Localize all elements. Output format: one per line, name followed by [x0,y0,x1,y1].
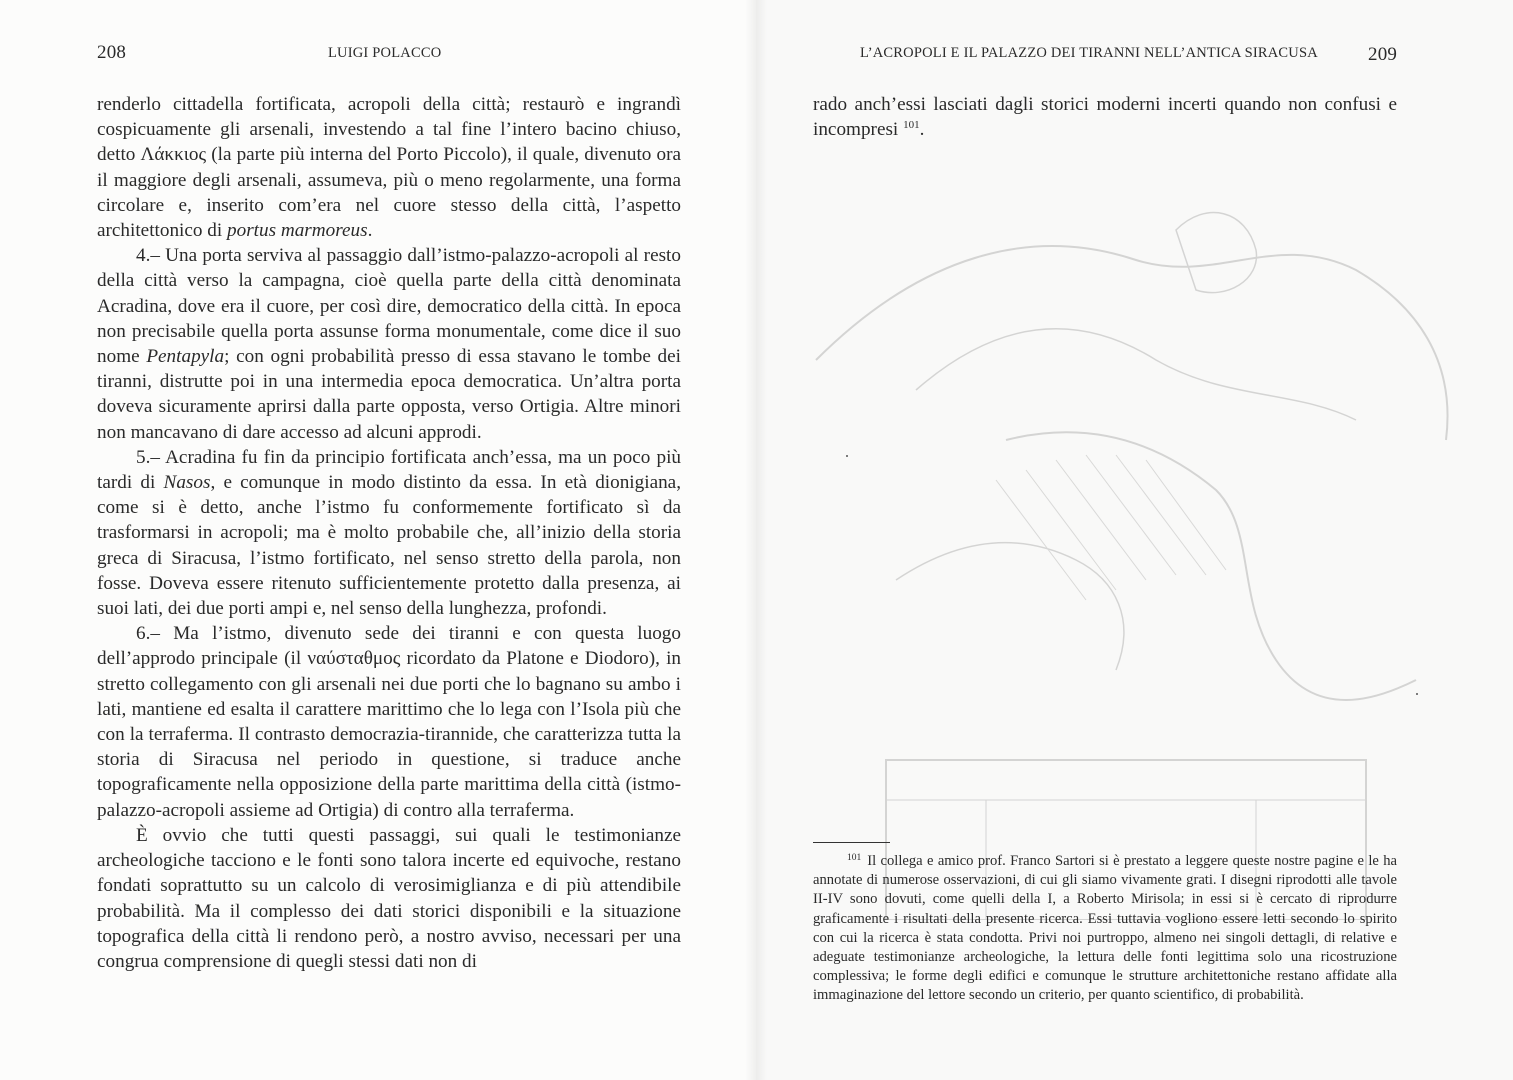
text-run: ricordato da Platone e Diodoro), in stretto collegamento con gli arsenali nei due porti che lo bagnano su ambo i lati, mantiene ed esalta il carattere marittimo che lo lega con l’Isola più che con la terraferma. Il contrasto democrazia-tirannide, che caratterizza tutta la storia di Siracusa nel periodo in questione, si traduce anche topograficamente nella opposizione della parte marittima della città (istmo-palazzo-acropoli assieme ad Ortigia) di contro alla terraferma. [97,648,681,821]
italic-term: Pentapyla [146,346,225,368]
left-page-number: 208 [97,42,127,63]
book-gutter [745,0,767,1080]
text-run: ; con ogni probabilità presso di essa stavano le tombe dei tiranni, distrutte poi in una intermedia epoca democratica. Un’altra porta doveva sicuramente aprirsi dalla parte opposta, verso Ortigia. Altre minori non mancavano di dare accesso ad alcuni approdi. [97,346,681,443]
text-run: 5.– Acradina fu fin da principio fortificata anch’essa, ma un poco più tardi di [97,446,681,494]
text-run: 4.– Una porta serviva al passaggio dall’istmo-palazzo-acropoli al resto della città verso la campagna, cioè quella parte della città denominata Acradina, dove era il cuore, per così dire, democratico della città. In epoca non precisabile quella porta assunse forma monumentale, come dice il suo nome [97,245,681,368]
left-running-head: LUIGI POLACCO [328,45,442,61]
text-run: Λάκκιος [140,144,207,166]
text-run: 6.– Ma l’istmo, divenuto sede dei tiranni e con questa luogo dell’approdo principale (il [97,623,681,670]
right-page [756,0,1513,1080]
italic-term: Nasos [163,472,211,494]
footnote-rule [813,842,890,843]
paper-speck [1416,693,1418,695]
left-body-text [97,92,681,974]
text-run: renderlo cittadella fortificata, acropoli della città; restaurò e ingrandì cospicuamente gli arsenali, investendo a tal fine l’intero bacino chiuso, detto [97,94,681,166]
right-running-head: L’ACROPOLI E IL PALAZZO DEI TIRANNI NELL’ANTICA SIRACUSA [860,45,1318,61]
left-page [0,0,756,1080]
left-paragraph [97,621,681,823]
text-run: , e comunque in modo distinto da essa. In età dionigiana, come si è detto, anche l’istmo fu conformemente fortificato sì da trasformarsi in acropoli; ma è molto probabile che, all’inizio della storia greca di Siracusa, l’istmo fortificato, nel senso stretto della parola, non fosse. Doveva essere ritenuto sufficientemente protetto dalla presenza, ai suoi lati, dei due porti ampi e, nel senso della lunghezza, profondi. [97,472,681,620]
show-through-map [756,60,1513,920]
footnote-number: 101 [847,853,862,863]
text-run: (la parte più interna del Porto Piccolo), il quale, divenuto ora il maggiore degli arsenali, assumeva, più o meno regolarmente, una forma circolare e, inserito com’era nel cuore stesso della città, l’aspetto architettonico di [97,144,681,242]
footnote-text: Il collega e amico prof. Franco Sartori si è prestato a leggere queste nostre pagine e le ha annotate di numerose osservazioni, di cui gli siamo vivamente grati. I disegni riprodotti alle tavole II-IV sono dovuti, come quelli della I, a Roberto Mirisola; in essi si è cercato di riprodurre graficamente i risultati della presente ricerca. Essi tuttavia vogliono essere letti secondo lo spirito con cui la ricerca è stata condotta. Privi noi purtroppo, almeno nei singoli dettagli, di relative e adeguate testimonianze archeologiche, la lettura delle fonti legittima solo una ricostruzione complessiva; le forme degli edifici e comunque le strutture architettoniche restano affidate alla immaginazione del lettore secondo un criterio, per quanto scientifico, di probabilità. [813,853,1397,1004]
text-run: . [367,220,373,242]
right-body-run: rado anch’essi lasciati dagli storici moderni incerti quando non confusi e incompresi [813,94,1397,141]
paper-speck [846,455,848,457]
text-run: ναύσταθμος [307,648,401,670]
left-paragraph [97,823,681,974]
left-paragraph [97,243,681,445]
italic-term: portus marmoreus [227,220,368,242]
right-paragraph [813,92,1397,142]
right-body-text [813,92,1397,142]
text-run: È ovvio che tutti questi passaggi, sui quali le testimonianze archeologiche tacciono e le fonti sono talora incerte ed equivoche, restano fondati soprattutto su un calcolo di verosimiglianza e di più attendibile probabilità. Ma il complesso dei dati storici disponibili e la situazione topografica della città li rendono però, a nostro avviso, necessari per una congrua comprensione di quegli stessi dati non di [97,824,681,972]
footnote [813,852,1397,1006]
right-body-end: . [919,119,925,141]
right-page-number: 209 [1368,44,1398,65]
left-paragraph [97,445,681,621]
left-paragraph [97,92,681,243]
footnote-reference: 101 [903,119,920,132]
